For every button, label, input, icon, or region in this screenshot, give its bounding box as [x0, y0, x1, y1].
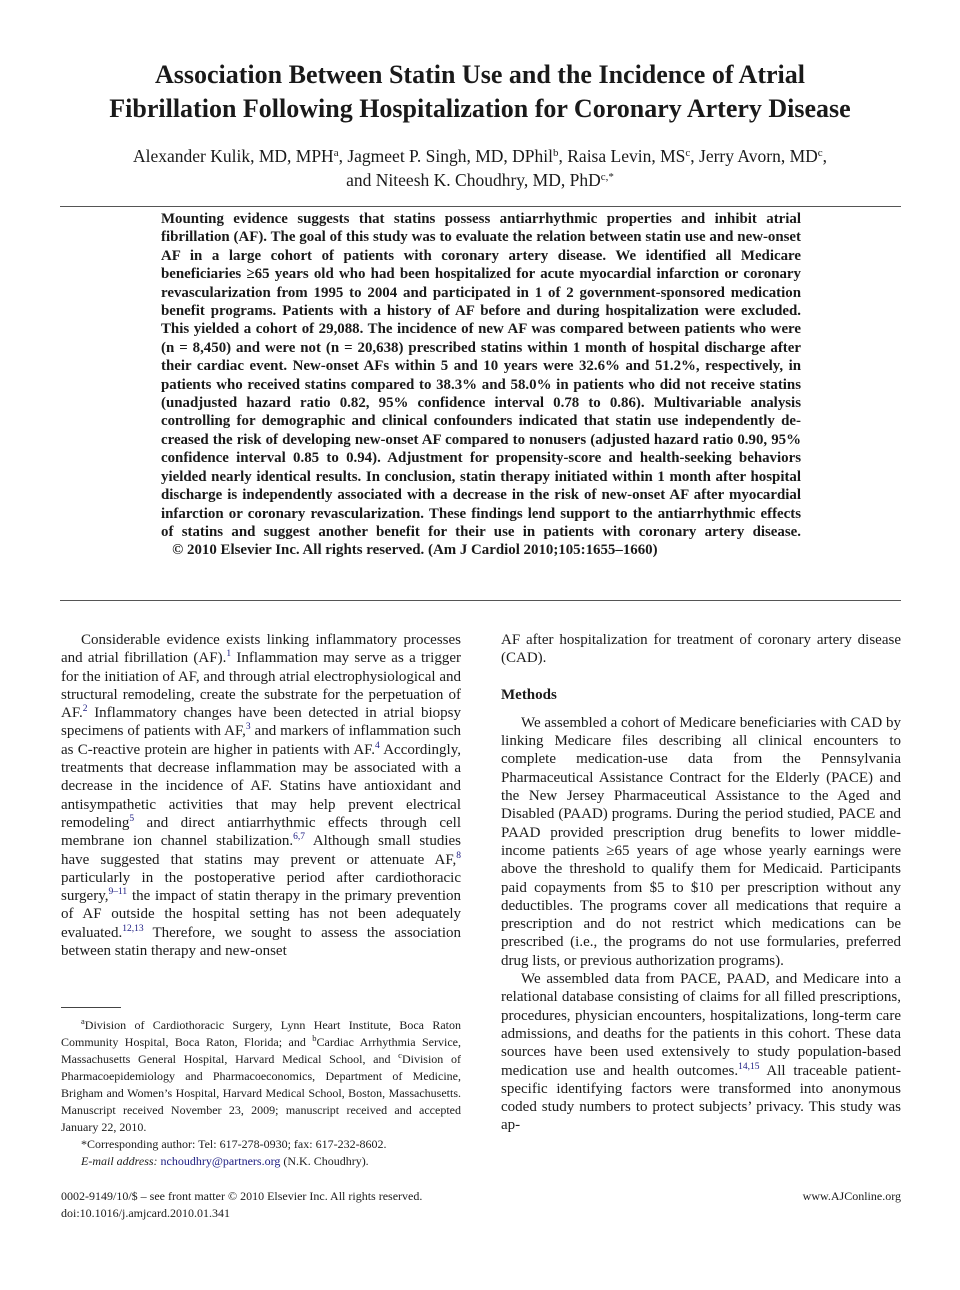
affiliations-footnote — [61, 1017, 461, 1136]
author-name: , Jerry Avorn, MD — [690, 146, 818, 166]
title-line-2: Fibrillation Following Hospitalization for Coronary Artery Disease — [109, 94, 851, 123]
article-title — [40, 58, 920, 126]
abstract-text: Mounting evidence suggests that statins possess antiarrhythmic properties and inhibit atrial fibrillation (AF). The goal of this study was to evaluate the relation between statin use and new-onset AF in a large cohort of patients with coronary artery disease. We identified all Medicare beneficiaries ≥65 years old who had been hospitalized for acute myocardial infarction or coronary revascularization from 1995 to 2004 and participated in 1 of 2 government-sponsored medication benefit programs. Patients with a history of AF before and during hospitalization were excluded. This yielded a cohort of 29,088. The incidence of new AF was compared between patients who were (n = 8,450) and were not (n = 20,638) prescribed statins within 1 month of hospital discharge after their cardiac event. New-onset AFs within 5 and 10 years were 32.6% and 51.2%, respectively, in patients who received statins compared to 38.3% and 58.0% in patients who did not receive statins (unadjusted hazard ratio 0.82, 95% confidence interval 0.78 to 0.86). Multivariable analysis controlling for demographic and clinical confounders indicated that statin use independently decreased the risk of developing new-onset AF compared to nonusers (adjusted hazard ratio 0.90, 95% confidence interval 0.85 to 0.94). Adjustment for propensity-score and health-seeking behaviors yielded nearly identical results. In conclusion, statin therapy initiated within 1 month after hospital discharge is independently associated with a decrease in the risk of new-onset AF after myocardial infarction or coronary revascularization. These findings lend support to the antiarrhythmic effects of statins and suggest another benefit for their use in patients with coronary artery disease. — [161, 211, 801, 540]
affiliation-marker: c — [817, 147, 823, 159]
issn-line: 0002-9149/10/$ – see front matter © 2010 Elsevier Inc. All rights reserved. — [61, 1189, 423, 1203]
intro-text: and direct antiarrhythmic effects through cell membrane ion channel stabilization. — [61, 814, 461, 850]
intro-text: Therefore, we sought to assess the association between statin therapy and new-onset — [61, 924, 461, 960]
body-right-column — [501, 631, 901, 1135]
author-name: and Niteesh K. Choudhry, MD, PhD — [346, 170, 601, 190]
body-left-column — [61, 631, 461, 960]
affiliation-marker: c — [685, 147, 691, 159]
intro-text: Considerable evidence exists linking inflammatory processes and atrial fibrillation (AF). — [61, 632, 461, 667]
reference-link[interactable]: 5 — [129, 813, 135, 824]
intro-text: the impact of statin therapy in the primary prevention of AF outside the hospital setting has not been adequately evaluated. — [61, 888, 461, 941]
methods-heading: Methods — [501, 686, 557, 703]
reference-link[interactable]: 12,13 — [122, 923, 144, 934]
intro-text: particularly in the postoperative period after cardiothoracic surgery, — [61, 869, 461, 905]
corresponding-author-footnote: *Corresponding author: Tel: 617-278-0930; fax: 617-232-8602. — [81, 1137, 387, 1151]
intro-text: Inflammation may serve as a trigger for the initiation of AF, and through atrial electrophysiological and structural remodeling, create the substrate for the perpetuation of AF. — [61, 650, 461, 722]
abstract-copyright: © 2010 Elsevier Inc. All rights reserved. — [172, 542, 425, 559]
methods-text: We assembled data from PACE, PAAD, and Medicare into a relational database consisting of claims for all filled prescriptions, procedures, physician encounters, hospitalizations, long-term care admissions, and deaths for the patients in this cohort. These data sources have been used extensively to study population-based medication use and health outcomes. — [501, 971, 901, 1079]
author-separator: , — [822, 146, 828, 166]
intro-text: Although small studies have suggested that statins may prevent or attenuate AF, — [61, 833, 461, 868]
doi-link[interactable]: doi:10.1016/j.amjcard.2010.01.341 — [61, 1206, 230, 1220]
reference-link[interactable]: 8 — [456, 850, 461, 861]
reference-link[interactable]: 1 — [226, 649, 232, 660]
abstract — [161, 210, 801, 560]
intro-continuation: AF after hospitalization for treatment of coronary artery disease (CAD). — [501, 632, 901, 667]
reference-link[interactable]: 9–11 — [108, 887, 128, 898]
affiliation-marker: c,* — [600, 171, 614, 183]
author-line-2 — [40, 168, 920, 192]
abstract-bottom-divider — [60, 600, 901, 601]
affiliation-text: Division of Pharmacoepidemiology and Pharmacoeconomics, Department of Medicine, Brigham and Women’s Hospital, Harvard Medical School, Boston, Massachusetts. Manuscript received November 23, 2009; manuscript received and accepted January 22, 2010. — [61, 1052, 461, 1134]
methods-paragraph — [501, 970, 901, 1135]
reference-link[interactable]: 3 — [245, 722, 251, 733]
title-line-1: Association Between Statin Use and the Incidence of Atrial — [155, 60, 805, 89]
journal-citation: (Am J Cardiol 2010;105:1655–1660) — [428, 542, 658, 559]
page-footer-left — [61, 1188, 422, 1222]
author-name: , Raisa Levin, MS — [558, 146, 686, 166]
reference-link[interactable]: 2 — [82, 704, 88, 715]
author-list — [40, 144, 920, 192]
footnote-divider — [61, 1007, 121, 1008]
methods-paragraph: We assembled a cohort of Medicare beneficiaries with CAD by linking Medicare files describing all clinical encounters to complete medication-use data from the Pennsylvania Pharmaceutical Assistance Contract for the Elderly (PACE) and the New Jersey Pharmaceutical Assistance to the Aged and Disabled (PAAD) programs. During the period studied, PACE and PAAD provided prescription drug benefits to lower middle-income patients ≥65 years of age whose yearly earnings were above the threshold to qualify them for Medicaid. Participants paid copayments from $5 to $10 per prescription without any deductibles. The programs cover all medications that require a prescription and do not restrict which medications can be prescribed (i.e., the programs do not use formularies, preferred drug lists, or previous authorization programs). — [501, 714, 901, 969]
affiliation-marker: b — [553, 147, 559, 159]
author-line-1 — [40, 144, 920, 168]
reference-link[interactable]: 4 — [375, 740, 380, 751]
email-link[interactable]: nchoudhry@partners.org — [160, 1154, 281, 1168]
email-owner: (N.K. Choudhry). — [280, 1154, 369, 1168]
abstract-top-divider — [60, 206, 901, 207]
affiliation-text: Cardiac Arrhythmia Service, Massachusetts General Hospital, Harvard Medical School, and — [61, 1035, 461, 1066]
affiliation-marker: a — [333, 147, 339, 159]
reference-link[interactable]: 14,15 — [738, 1061, 760, 1072]
affiliation-marker: a — [81, 1016, 85, 1026]
methods-text: All traceable patient-specific identifying factors were transformed into anonymous coded study numbers to protect subjects’ privacy. This study was ap- — [501, 1062, 901, 1134]
intro-text: and markers of inflammation such as C-reactive protein are higher in patients with AF. — [61, 723, 461, 758]
affiliation-text: Division of Cardiothoracic Surgery, Lynn Heart Institute, Boca Raton Community Hospital, Boca Raton, Florida; and — [61, 1018, 461, 1049]
author-name: Alexander Kulik, MD, MPH — [132, 146, 334, 166]
author-name: , Jagmeet P. Singh, MD, DPhil — [338, 146, 553, 166]
email-footnote — [61, 1153, 461, 1170]
email-label: E-mail address: — [81, 1154, 158, 1168]
footnotes — [61, 1017, 461, 1170]
reference-link[interactable]: 6,7 — [293, 832, 306, 843]
intro-paragraph — [61, 631, 461, 960]
intro-text: Accordingly, treatments that decrease inflammation may be associated with a decrease in the incidence of AF. Statins have antioxidant and antisympathetic activities that may help prevent electrical remodeling — [61, 741, 461, 831]
intro-text: Inflammatory changes have been detected in atrial biopsy specimens of patients with AF, — [61, 705, 461, 740]
affiliation-marker: b — [312, 1033, 317, 1043]
journal-website-link[interactable]: www.AJConline.org — [802, 1189, 901, 1203]
affiliation-marker: c — [398, 1050, 402, 1060]
